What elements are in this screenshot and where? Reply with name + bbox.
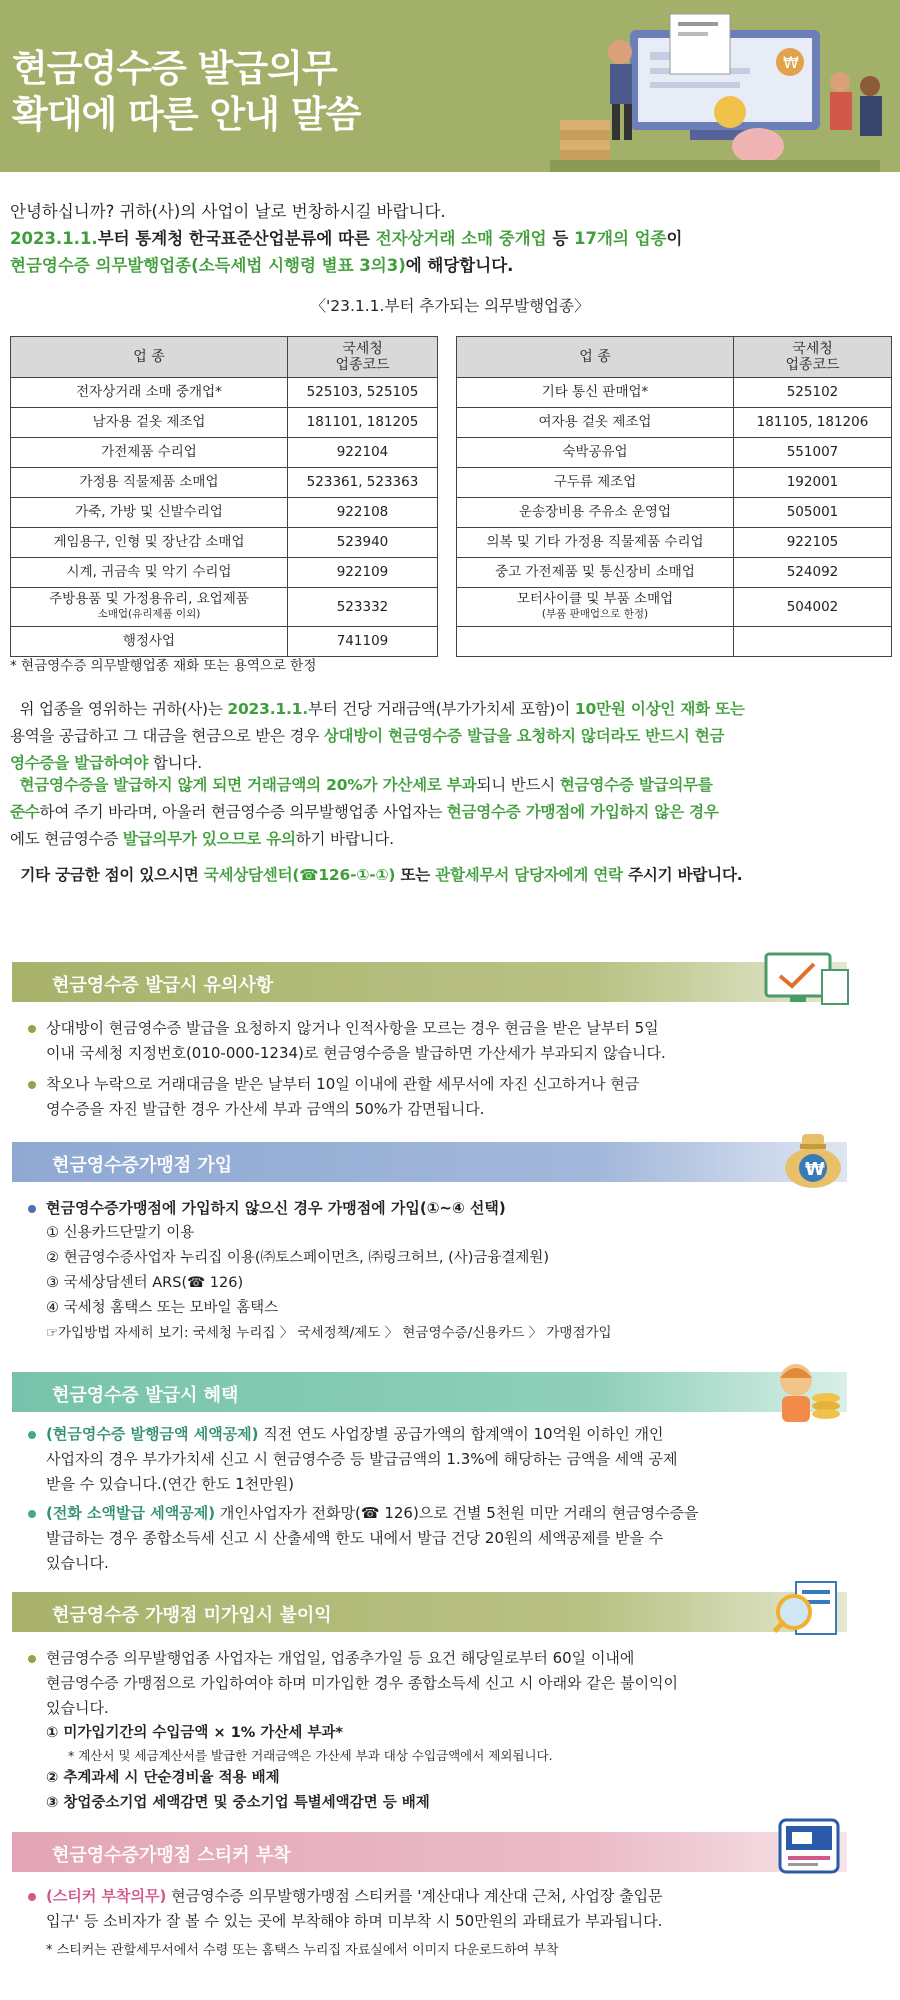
bullet-dot: [28, 1081, 36, 1089]
table-row: [11, 468, 438, 498]
s4-b1-l1: 현금영수증 의무발행업종 사업자는 개업일, 업종추가일 등 요건 해당일로부터 60일 이내에: [46, 1649, 635, 1667]
p2-e: 하여 주기 바라며, 아울러 현금영수증 의무발행업종 사업자는: [39, 803, 447, 821]
section-join-body: [28, 1196, 858, 1346]
table-row: [457, 627, 892, 657]
code-cell: 523361, 523363: [288, 468, 438, 498]
intro-text: [10, 198, 890, 279]
p1-b: 2023.1.1.: [227, 700, 308, 718]
industry-table-left: [10, 336, 438, 657]
p1-a: 위 업종을 영위하는 귀하(사)는: [19, 700, 228, 718]
code-cell: 922108: [288, 498, 438, 528]
table-row: [11, 498, 438, 528]
code-cell: 192001: [734, 468, 892, 498]
p3-e: 주시기 바랍니다.: [622, 866, 743, 884]
bullet-dot: [28, 1510, 36, 1518]
header-industry: 업 종: [11, 337, 288, 378]
industry-name: 전자상거래 소매 중개업*: [76, 384, 222, 400]
p1-e: 용역을 공급하고 그 대금을 현금으로 받은 경우: [10, 727, 324, 745]
list-item: [28, 1422, 858, 1497]
table-row: [457, 498, 892, 528]
s3-b2-l1: 개인사업자가 전화망(☎ 126)으로 건별 5천원 미만 거래의 현금영수증을: [215, 1504, 699, 1522]
code-cell: 551007: [734, 438, 892, 468]
call-center-highlight: 국세상담센터(☎126-①-①): [203, 866, 396, 884]
list-item: [28, 1016, 858, 1066]
industry-name: 모터사이클 및 부품 소매업: [516, 591, 674, 607]
code-cell: 922109: [288, 558, 438, 588]
header-code-l2: 업종코드: [335, 357, 390, 373]
s3-b1-l3: 받을 수 있습니다.(연간 한도 1천만원): [46, 1475, 294, 1493]
industry-cell: [457, 468, 734, 498]
s1-b1-l2: 이내 국세청 지정번호(010-000-1234)로 현금영수증을 발급하면 가산세가 부과되지 않습니다.: [46, 1044, 666, 1062]
industry-name: 여자용 겉옷 제조업: [538, 414, 652, 430]
p2-a: 현금영수증을 발급하지 않게 되면 거래금액의 20%가 가산세로 부과: [19, 776, 477, 794]
section-sticker-title: 현금영수증가맹점 스티커 부착: [52, 1845, 291, 1866]
code-cell: 922105: [734, 528, 892, 558]
s5-b1-tag: (스티커 부착의무): [46, 1887, 167, 1905]
intro-text-d: 등: [546, 229, 575, 248]
p3-a: 기타 궁금한 점이 있으시면: [20, 866, 204, 884]
section-penalty-header: [12, 1592, 847, 1632]
date-text: 2023.1.1.: [10, 229, 98, 248]
section-join-title: 현금영수증가맹점 가입: [52, 1155, 233, 1176]
header-code: [288, 337, 438, 378]
p1-g: 영수증을 발급하여야: [10, 754, 149, 772]
intro-line-3: [10, 252, 890, 279]
industry-cell: [11, 588, 288, 627]
code-cell: 523940: [288, 528, 438, 558]
s3-b2-tag: (전화 소액발급 세액공제): [46, 1504, 216, 1522]
industry-name: 구두류 제조업: [553, 474, 637, 490]
table-row: [11, 438, 438, 468]
p1-h: 합니다.: [148, 754, 202, 772]
greeting: 안녕하십니까? 귀하(사)의 사업이 날로 번창하시길 바랍니다.: [10, 202, 446, 221]
s3-b2-l2: 발급하는 경우 종합소득세 신고 시 산출세액 한도 내에서 발급 건당 20원의 세액공제를 받을 수: [46, 1529, 664, 1547]
table-row: [11, 588, 438, 627]
industry-cell: [457, 498, 734, 528]
money-bag-icon: [778, 1128, 848, 1190]
table-row: [457, 438, 892, 468]
join-options-list: [28, 1221, 858, 1321]
office-illustration-icon: [530, 12, 890, 172]
table-row: [457, 588, 892, 627]
s3-b2-l3: 있습니다.: [46, 1554, 109, 1572]
monitor-check-icon: [762, 950, 852, 1008]
section-caution-title: 현금영수증 발급시 유의사항: [52, 975, 274, 996]
table-row: [11, 627, 438, 657]
industry-cell: [457, 558, 734, 588]
title-line-1: 현금영수증 발급의무: [12, 47, 337, 90]
bullet-dot: [28, 1025, 36, 1033]
table-row: [457, 468, 892, 498]
notice-paragraph-1: [10, 696, 890, 777]
s3-b1-tag: (현금영수증 발행금액 세액공제): [46, 1425, 259, 1443]
notice-paragraph-2: [10, 772, 890, 853]
industry-cell: [11, 528, 288, 558]
section-benefit-header: [12, 1372, 847, 1412]
p2-d: 준수: [10, 803, 40, 821]
section-join-header: [12, 1142, 847, 1182]
industry-cell: [457, 588, 734, 627]
svg-text:₩: ₩: [783, 53, 799, 72]
industry-name-sub: 소매업(유리제품 이외): [97, 608, 201, 620]
join-guide-link[interactable]: ☞가입방법 자세히 보기: 국세청 누리집 〉 국세정책/제도 〉 현금영수증/신용카드 〉 가맹점가입: [46, 1325, 612, 1341]
s1-b2-l1: 착오나 누락으로 거래대금을 받은 날부터 10일 이내에 관할 세무서에 자진 신고하거나 현금: [46, 1075, 640, 1093]
industry-cell: [11, 627, 288, 657]
industry-name: 주방용품 및 가정용유리, 요업제품: [49, 591, 249, 607]
p1-f: 상대방이 현금영수증 발급을 요청하지 않더라도 반드시 현금: [323, 727, 725, 745]
section-sticker-header: [12, 1832, 847, 1872]
sticker-icon: [778, 1818, 840, 1874]
svg-text:₩: ₩: [805, 1159, 825, 1180]
code-cell: 525102: [734, 378, 892, 408]
intro-text-end: 에 해당합니다.: [405, 256, 514, 275]
p2-b: 되니 반드시: [476, 776, 560, 794]
s5-b1-l1: 현금영수증 의무발행가맹점 스티커를 '계산대나 계산대 근처, 사업장 출입문: [166, 1887, 663, 1905]
join-option: ③ 국세상담센터 ARS(☎ 126): [46, 1275, 244, 1291]
header-code-right: [734, 337, 892, 378]
table-caption: 〈'23.1.1.부터 추가되는 의무발행업종〉: [310, 297, 590, 315]
person-coins-icon: [770, 1358, 846, 1424]
industry-cell: [11, 378, 288, 408]
table-row: [11, 528, 438, 558]
s4-b1-l3: 있습니다.: [46, 1699, 109, 1717]
industry-cell: [11, 468, 288, 498]
bullet-dot: [28, 1205, 36, 1213]
header-code-r1: 국세청: [792, 341, 833, 357]
join-option: ② 현금영수증사업자 누리집 이용(㈜토스페이먼츠, ㈜링크허브, (사)금융결제원): [46, 1250, 550, 1266]
p2-f: 현금영수증 가맹점에 가입하지 않은 경우: [446, 803, 719, 821]
table-row: [11, 378, 438, 408]
s1-b2-l2: 영수증을 자진 발급한 경우 가산세 부과 금액의 50%가 감면됩니다.: [46, 1100, 485, 1118]
s1-b1-l1: 상대방이 현금영수증 발급을 요청하지 않거나 인적사항을 모르는 경우 현금을 받은 날부터 5일: [46, 1019, 659, 1037]
section-benefit-title: 현금영수증 발급시 혜택: [52, 1385, 239, 1406]
industry-name: 가죽, 가방 및 신발수리업: [75, 504, 223, 520]
bullet-dot: [28, 1655, 36, 1663]
section-sticker-body: [28, 1884, 858, 1963]
title-line-2: 확대에 따른 안내 말씀: [12, 93, 361, 136]
industry-name: 시계, 귀금속 및 악기 수리업: [66, 564, 232, 580]
industry-name-sub: (부품 판매업으로 한정): [541, 608, 649, 620]
list-item: [28, 1501, 858, 1576]
header-code-l1: 국세청: [342, 341, 383, 357]
join-option: ④ 국세청 홈택스 또는 모바일 홈택스: [46, 1300, 279, 1316]
table-row: [11, 408, 438, 438]
industry-name: 중고 가전제품 및 통신장비 소매업: [495, 564, 695, 580]
code-cell: 922104: [288, 438, 438, 468]
s3-b1-l1: 직전 연도 사업장별 공급가액의 합계액이 10억원 이하인 개인: [258, 1425, 664, 1443]
code-cell: 505001: [734, 498, 892, 528]
list-item: [28, 1646, 858, 1721]
intro-text-b: 부터 통계청 한국표준산업분류에 따른: [97, 229, 376, 248]
code-cell: 525103, 525105: [288, 378, 438, 408]
header-industry-right: 업 종: [457, 337, 734, 378]
code-cell: 504002: [734, 588, 892, 627]
p1-c: 부터 건당 거래금액(부가가치세 포함)이: [307, 700, 575, 718]
tax-office-highlight: 관할세무서 담당자에게 연락: [435, 866, 623, 884]
code-cell: 523332: [288, 588, 438, 627]
penalty-item-3: ③ 창업중소기업 세액감면 및 중소기업 특별세액감면 등 배제: [46, 1795, 430, 1811]
p2-c: 현금영수증 발급의무를: [559, 776, 713, 794]
bullet-dot: [28, 1431, 36, 1439]
s5-b1-l2: 입구' 등 소비자가 잘 볼 수 있는 곳에 부착해야 하며 미부착 시 50만원의 과태료가 부과됩니다.: [46, 1912, 663, 1930]
sticker-note: * 스티커는 관할세무서에서 수령 또는 홈택스 누리집 자료실에서 이미지 다운로드하여 부착: [46, 1943, 559, 1958]
industry-cell: [11, 408, 288, 438]
industry-cell: [457, 627, 734, 657]
code-cell: [734, 627, 892, 657]
table-note: * 현금영수증 의무발행업종 재화 또는 용역으로 한정: [10, 658, 317, 674]
code-cell: 181105, 181206: [734, 408, 892, 438]
intro-line-2: [10, 225, 890, 252]
p3-c: 또는: [395, 866, 436, 884]
bullet-dot: [28, 1893, 36, 1901]
join-option: ① 신용카드단말기 이용: [46, 1225, 195, 1241]
law-highlight: 현금영수증 의무발행업종(소득세법 시행령 별표 3의3): [10, 256, 406, 275]
p2-g: 에도 현금영수증: [10, 830, 123, 848]
page-title: [12, 46, 360, 138]
industry-cell: [457, 438, 734, 468]
penalty-item-1-note: * 계산서 및 세금계산서를 발급한 거래금액은 가산세 부과 대상 수입금액에서 제외됩니다.: [68, 1748, 553, 1763]
industry-table-right: [456, 336, 892, 657]
table-row: [457, 558, 892, 588]
s3-b1-l2: 사업자의 경우 부가가치세 신고 시 현금영수증 등 발급금액의 1.3%에 해당하는 금액을 세액 공제: [46, 1450, 678, 1468]
header-banner: [0, 0, 900, 172]
industry-name: 게임용구, 인형 및 장난감 소매업: [53, 534, 245, 550]
industry-name: 숙박공유업: [562, 444, 628, 460]
section-penalty-body: [28, 1646, 858, 1816]
p1-d: 10만원 이상인 재화 또는: [574, 700, 745, 718]
industry-name: 기타 통신 판매업*: [541, 384, 649, 400]
code-cell: 524092: [734, 558, 892, 588]
industry-cell: [11, 558, 288, 588]
industry-name: 행정사업: [122, 633, 176, 649]
table-row: [457, 378, 892, 408]
table-row: [457, 528, 892, 558]
section-benefit-body: [28, 1422, 858, 1576]
list-item: [28, 1072, 858, 1122]
p2-i: 하기 바랍니다.: [295, 830, 394, 848]
contact-paragraph: [10, 862, 890, 889]
industry-cell: [457, 378, 734, 408]
magnifier-document-icon: [766, 1578, 846, 1640]
industry-cell: [11, 438, 288, 468]
industry-cell: [457, 528, 734, 558]
list-item: [28, 1884, 858, 1934]
industry-cell: [457, 408, 734, 438]
industry-cell: [11, 498, 288, 528]
industry-highlight: 전자상거래 소매 중개업: [375, 229, 547, 248]
table-row: [11, 558, 438, 588]
code-cell: 181101, 181205: [288, 408, 438, 438]
p2-h: 발급의무가 있으므로 유의: [122, 830, 296, 848]
header-code-r2: 업종코드: [785, 357, 840, 373]
section-caution-header: [12, 962, 847, 1002]
list-item: [28, 1196, 858, 1221]
industry-name: 남자용 겉옷 제조업: [92, 414, 206, 430]
count-highlight: 17개의 업종: [574, 229, 667, 248]
industry-name: 가전제품 수리업: [101, 444, 197, 460]
table-row: [457, 408, 892, 438]
section-caution-body: [28, 1016, 858, 1122]
industry-name: 운송장비용 주유소 운영업: [518, 504, 672, 520]
penalty-item-1: ① 미가입기간의 수입금액 × 1% 가산세 부과*: [46, 1725, 344, 1741]
intro-text-f: 이: [666, 229, 683, 248]
penalty-item-2: ② 추계과세 시 단순경비율 적용 배제: [46, 1770, 280, 1786]
join-lead-text: 현금영수증가맹점에 가입하지 않으신 경우 가맹점에 가입(①~④ 선택): [46, 1199, 506, 1217]
section-penalty-title: 현금영수증 가맹점 미가입시 불이익: [52, 1605, 332, 1626]
industry-name: 의복 및 기타 가정용 직물제품 수리업: [486, 534, 704, 550]
s4-b1-l2: 현금영수증 가맹점으로 가입하여야 하며 미가입한 경우 종합소득세 신고 시 아래와 같은 불이익이: [46, 1674, 679, 1692]
code-cell: 741109: [288, 627, 438, 657]
industry-name: 가정용 직물제품 소매업: [79, 474, 219, 490]
